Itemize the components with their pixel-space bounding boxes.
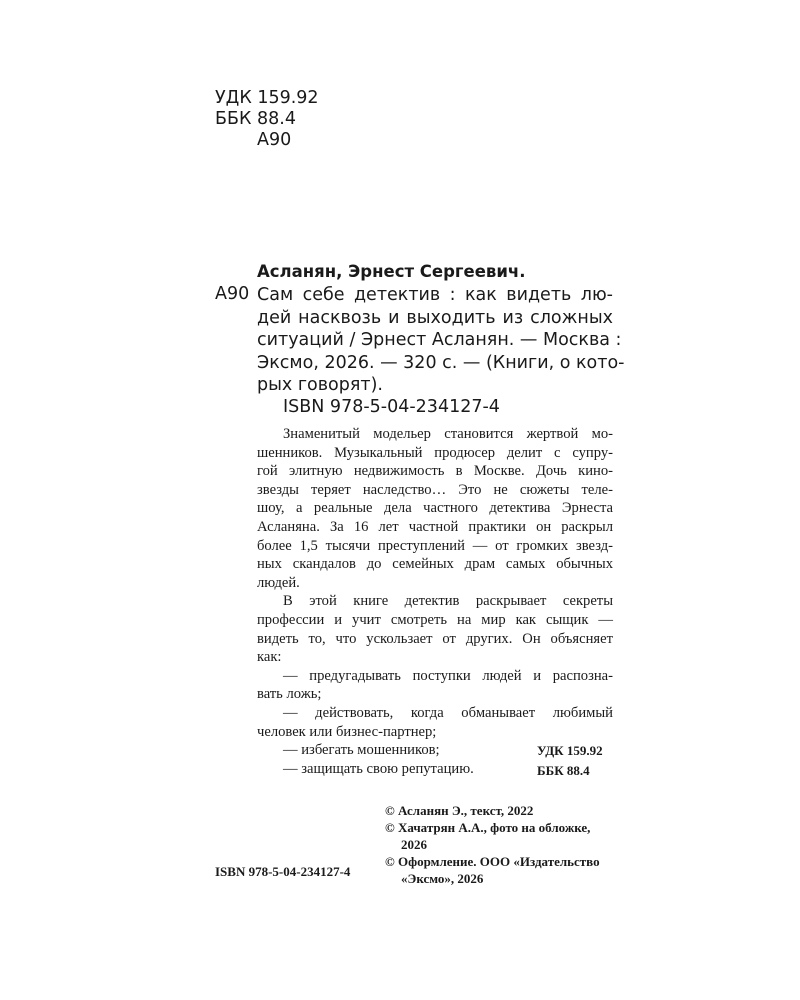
entry-line: дей насквозь и выходить из сложных — [257, 307, 613, 328]
annotation-line: — предугадывать поступки людей и распозна- — [283, 667, 613, 684]
copyright-photo-year: 2026 — [401, 837, 427, 852]
annotation-line: профессии и учит смотреть на мир как сыщик — — [257, 611, 613, 628]
entry-author: Асланян, Эрнест Сергеевич. — [257, 262, 526, 281]
entry-line: Эксмо, 2026. — 320 с. — (Книги, о кото- — [257, 352, 625, 373]
isbn-bottom: ISBN 978-5-04-234127-4 — [215, 864, 351, 879]
annotation-line: гой элитную недвижимость в Москве. Дочь кино- — [257, 463, 613, 480]
annotation-line: Знаменитый модельер становится жертвой мо- — [283, 426, 613, 442]
annotation-line: более 1,5 тысячи преступлений — от громких звезд- — [257, 537, 613, 554]
annotation-line: шенников. Музыкальный продюсер делит с супру- — [257, 444, 613, 461]
annotation-line: видеть то, что ускользает от других. Он объясняет — [257, 630, 613, 647]
annotation-line: ных скандалов до семейных драм самых обычных — [257, 556, 613, 573]
author-mark: А90 — [257, 130, 292, 150]
annotation — [257, 425, 613, 778]
entry-line: рых говорят). — [257, 375, 383, 395]
udk-code-small: УДК 159.92 — [537, 743, 603, 758]
classification-codes — [215, 88, 319, 151]
annotation-line: людей. — [257, 574, 300, 591]
annotation-line: звезды теряет наследство… Это не сюжеты теле- — [257, 481, 613, 498]
entry-line: ситуаций / Эрнест Асланян. — Москва : — [257, 330, 622, 350]
entry-line: Сам себе детектив : как видеть лю- — [257, 285, 613, 305]
annotation-line: человек или бизнес-партнер; — [257, 723, 437, 740]
udk-code: УДК 159.92 — [215, 88, 319, 108]
annotation-line: — защищать свою репутацию. — [283, 760, 474, 777]
annotation-line: шоу, а реальные дела частного детектива Эрнеста — [257, 500, 613, 517]
annotation-line: вать ложь; — [257, 686, 322, 703]
annotation-line: В этой книге детектив раскрывает секреты — [283, 593, 613, 610]
entry-author-mark: А90 — [215, 284, 250, 304]
copyright-design: © Оформление. ООО «Издательство — [385, 854, 600, 869]
entry-isbn: ISBN 978-5-04-234127-4 — [283, 397, 500, 417]
annotation-line: Асланяна. За 16 лет частной практики он раскрыл — [257, 518, 613, 535]
bibliographic-entry — [257, 284, 625, 397]
bbk-code: ББК 88.4 — [215, 109, 296, 129]
copyright-photo: © Хачатрян А.А., фото на обложке, — [385, 820, 591, 835]
bbk-code-small: ББК 88.4 — [537, 763, 590, 778]
copyright-text: © Асланян Э., текст, 2022 — [385, 803, 534, 818]
annotation-line: как: — [257, 649, 282, 666]
classification-codes-small — [537, 741, 603, 781]
copyright-design-publisher: «Эксмо», 2026 — [401, 871, 484, 886]
annotation-line: — избегать мошенников; — [283, 742, 440, 759]
annotation-line: — действовать, когда обманывает любимый — [283, 704, 613, 721]
copyright-block — [385, 802, 625, 887]
